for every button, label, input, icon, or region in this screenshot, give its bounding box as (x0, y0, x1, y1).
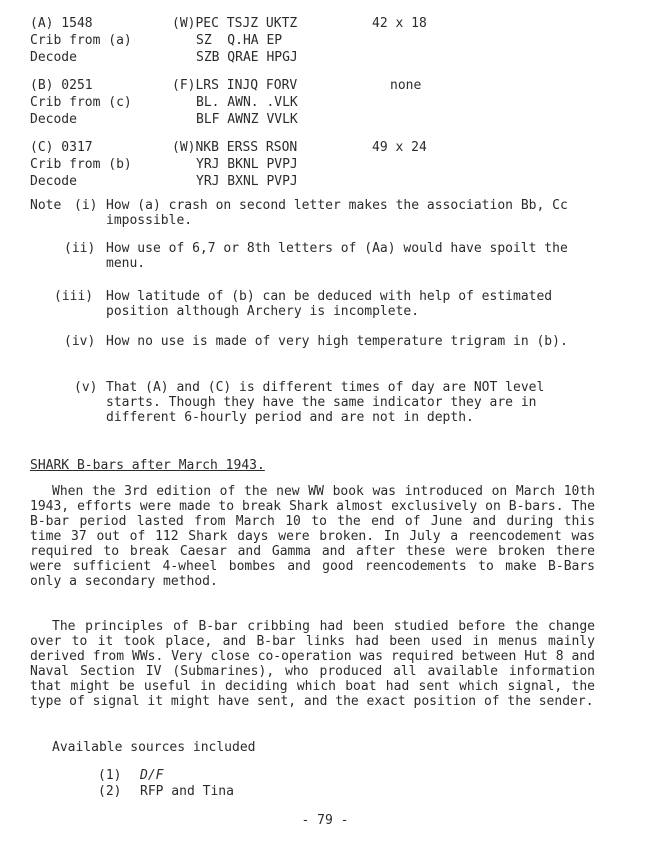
crib-b-crib-line: Crib from (c) (30, 95, 132, 110)
note-3-text: How latitude of (b) can be deduced with help of estimated position although Archery is incomplete. (106, 289, 553, 319)
crib-a-crib-line: Crib from (a) (30, 33, 132, 48)
crib-a-result: 42 x 18 (372, 16, 427, 31)
crib-c-crib-line: Crib from (b) (30, 157, 132, 172)
note-5-text: That (A) and (C) is different times of day are NOT level starts. Though they have the same indicator they are in different 6-hourly period and are not in depth. (106, 380, 545, 425)
note-5-number: (v) (74, 380, 98, 395)
crib-a-label: (A) 1548 (30, 16, 93, 31)
crib-c-decode-groups: YRJ BXNL PVPJ (196, 174, 298, 189)
section-heading: SHARK B-bars after March 1943. (30, 458, 265, 473)
note-1-number: (i) (74, 198, 98, 213)
source-2-text: RFP and Tina (140, 784, 234, 799)
crib-b-label: (B) 0251 (30, 78, 93, 93)
note-4-number: (iv) (64, 334, 96, 349)
note-1-text: How (a) crash on second letter makes the association Bb, Cc impossible. (106, 198, 568, 228)
note-2-number: (ii) (64, 241, 96, 256)
source-2-number: (2) (98, 784, 122, 799)
crib-c-decode-line: Decode (30, 174, 77, 189)
crib-c-cipher-groups: (W)NKB ERSS RSON (172, 140, 298, 155)
source-1-number: (1) (98, 768, 122, 783)
note-4-text: How no use is made of very high temperature trigram in (b). (106, 334, 568, 349)
sources-intro: Available sources included (52, 740, 256, 755)
page-number: - 79 - (301, 813, 349, 828)
crib-a-cipher-groups: (W)PEC TSJZ UKTZ (172, 16, 298, 31)
note-2-text: How use of 6,7 or 8th letters of (Aa) would have spoilt the menu. (106, 241, 568, 271)
note-3-number: (iii) (54, 289, 94, 304)
paragraph-1: When the 3rd edition of the new WW book was introduced on March 10th 1943, efforts were made to break Shark almost exclusively on B-bars. The B-bar period lasted from March 10 to the end of June and during this time 37 out of 112 Shark days were broken. In July a reencodement was required to break Caesar and Gamma and after these were broken there were sufficient 4-wheel bombes and good reencodements to make B-Bars only a secondary method. (30, 484, 595, 589)
crib-a-crib-groups: SZ Q.HA EP (196, 33, 283, 48)
paragraph-2: The principles of B-bar cribbing had been studied before the change over to it took place, and B-bar links had been used in menus mainly derived from WWs. Very close co-operation was required between Hut 8 and Naval Section IV (Submarines), who produced all available information that might be useful in deciding which boat had sent which signal, the type of signal it might have sent, and the exact position of the sender. (30, 619, 595, 709)
crib-c-crib-groups: YRJ BKNL PVPJ (196, 157, 298, 172)
crib-b-crib-groups: BL. AWN. .VLK (196, 95, 298, 110)
crib-c-result: 49 x 24 (372, 140, 427, 155)
crib-c-label: (C) 0317 (30, 140, 93, 155)
crib-a-decode-groups: SZB QRAE HPGJ (196, 50, 298, 65)
crib-b-cipher-groups: (F)LRS INJQ FORV (172, 78, 298, 93)
notes-intro: Note (30, 198, 62, 213)
crib-b-result: none (390, 78, 422, 93)
source-1-text: D/F (140, 768, 164, 783)
crib-b-decode-groups: BLF AWNZ VVLK (196, 112, 298, 127)
crib-b-decode-line: Decode (30, 112, 77, 127)
crib-a-decode-line: Decode (30, 50, 77, 65)
